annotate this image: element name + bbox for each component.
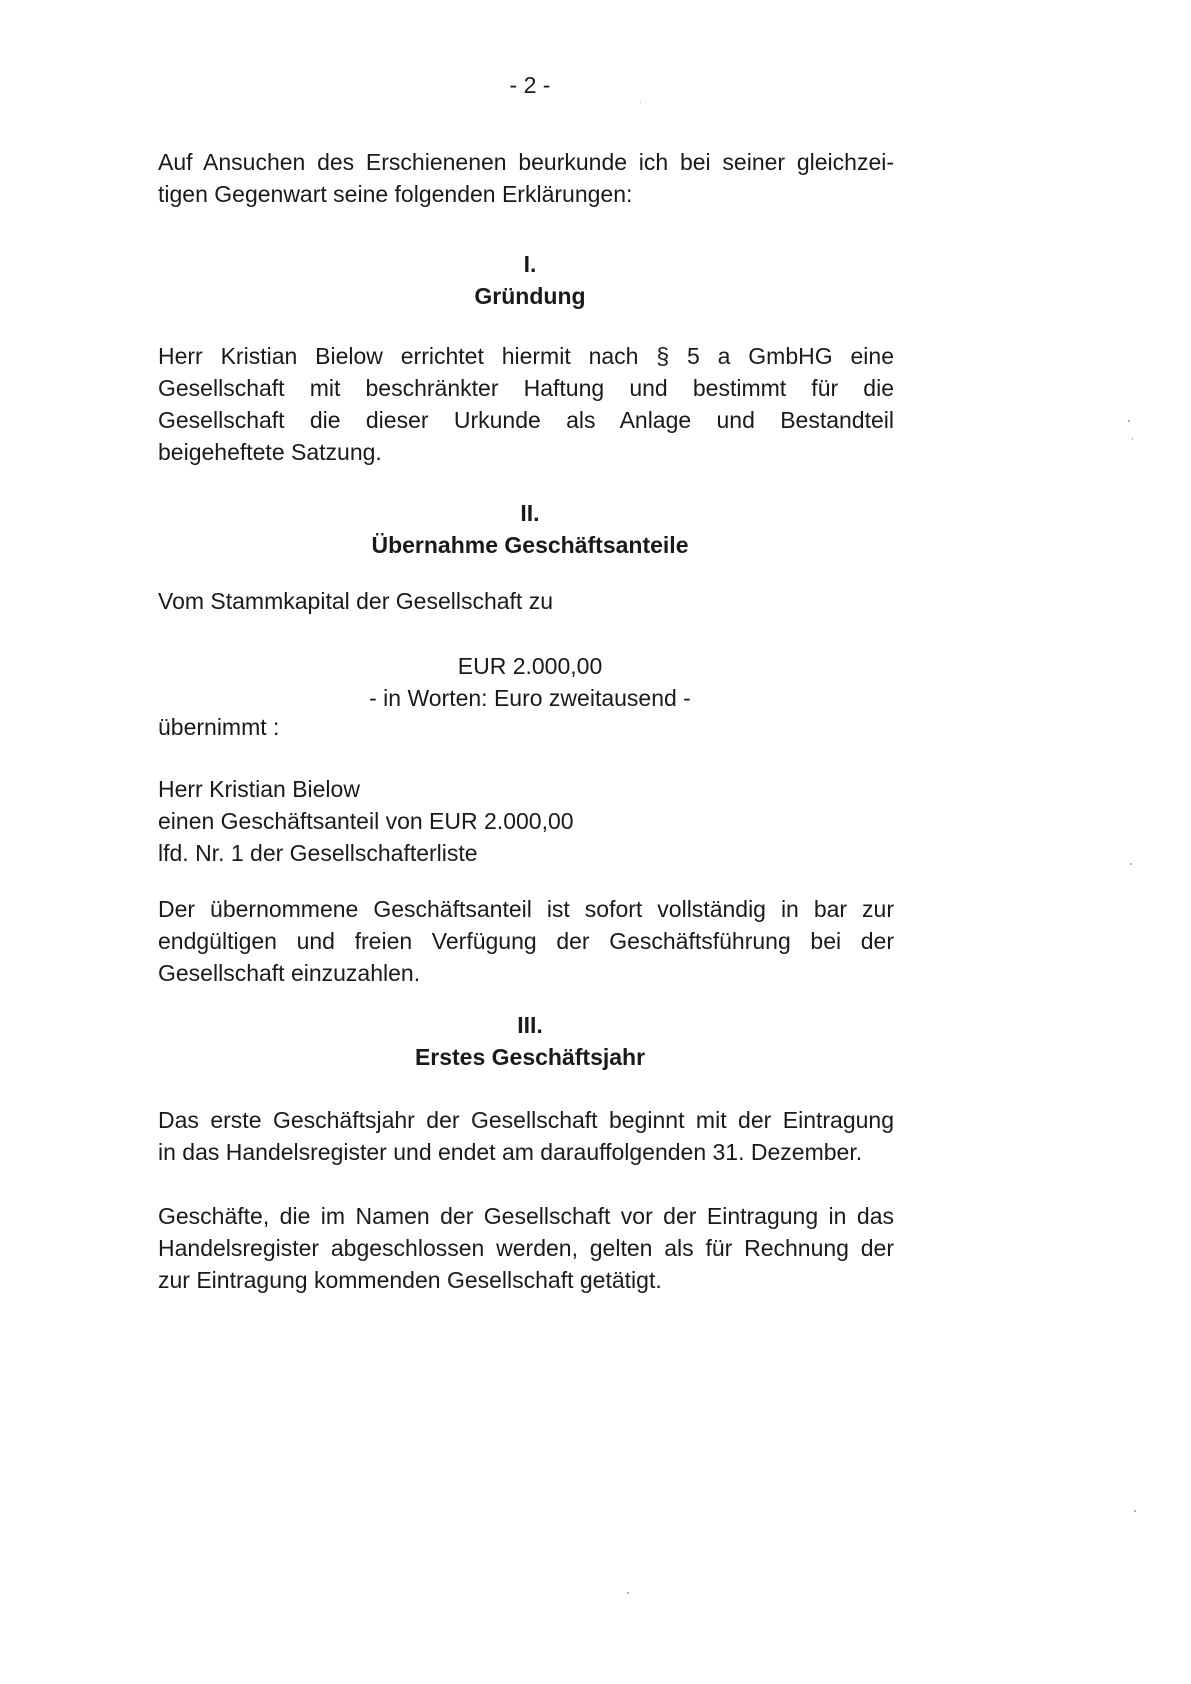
intro-paragraph — [158, 146, 894, 210]
section-title: Übernahme Geschäftsanteile — [371, 532, 689, 558]
scan-speck — [640, 102, 641, 103]
shareholder-share: einen Geschäftsanteil von EUR 2.000,00 — [158, 808, 574, 834]
paragraph-line: Der übernommene Geschäftsanteil ist sofort vollständig in bar zur — [158, 896, 894, 922]
shareholder-name: Herr Kristian Bielow — [158, 776, 360, 802]
pre-registration-paragraph — [158, 1200, 894, 1296]
paragraph-line: Herr Kristian Bielow errichtet hiermit nach § 5 a GmbHG eine — [158, 343, 894, 369]
takes-over-label: übernimmt : — [158, 714, 280, 740]
paragraph-line: zur Eintragung kommenden Gesellschaft getätigt. — [158, 1267, 662, 1293]
paragraph-line: in das Handelsregister und endet am darauffolgenden 31. Dezember. — [158, 1139, 863, 1165]
section-number: III. — [517, 1012, 543, 1038]
section-title: Gründung — [474, 283, 586, 309]
capital-amount-words: - in Worten: Euro zweitausend - — [369, 685, 691, 711]
section-heading-3 — [0, 1009, 1060, 1073]
section-heading-1 — [0, 248, 1060, 312]
paragraph-line: Das erste Geschäftsjahr der Gesellschaft beginnt mit der Eintragung — [158, 1107, 894, 1133]
scan-speck — [627, 1592, 629, 1594]
section-heading-2 — [0, 497, 1060, 561]
scan-speck — [1128, 420, 1130, 422]
section-number: II. — [520, 500, 540, 526]
paragraph-line: Gesellschaft mit beschränkter Haftung und bestimmt für die — [158, 375, 894, 401]
paragraph-line: Geschäfte, die im Namen der Gesellschaft vor der Eintragung in das — [158, 1203, 894, 1229]
paragraph-line: endgültigen und freien Verfügung der Geschäftsführung bei der — [158, 928, 894, 954]
paragraph-line: beigeheftete Satzung. — [158, 439, 382, 465]
paragraph-line: Handelsregister abgeschlossen werden, gelten als für Rechnung der — [158, 1235, 894, 1261]
scan-speck — [1130, 863, 1132, 865]
intro-line: Auf Ansuchen des Erschienenen beurkunde ich bei seiner gleichzei- — [158, 149, 894, 175]
paragraph-line: Gesellschaft die dieser Urkunde als Anlage und Bestandteil — [158, 407, 894, 433]
scan-speck — [1132, 438, 1133, 440]
intro-line: tigen Gegenwart seine folgenden Erklärungen: — [158, 181, 633, 207]
founding-paragraph — [158, 340, 894, 468]
capital-amount: EUR 2.000,00 — [457, 653, 603, 679]
section-number: I. — [523, 251, 537, 277]
paragraph-line: Gesellschaft einzuzahlen. — [158, 960, 421, 986]
capital-intro: Vom Stammkapital der Gesellschaft zu — [158, 588, 553, 614]
shareholder-list-number: lfd. Nr. 1 der Gesellschafterliste — [158, 840, 478, 866]
payment-paragraph — [158, 893, 894, 989]
scan-speck — [1134, 1510, 1136, 1512]
section-title: Erstes Geschäftsjahr — [414, 1044, 646, 1070]
page-number: - 2 - — [509, 72, 551, 98]
fiscal-year-paragraph — [158, 1104, 894, 1168]
shareholder-block — [158, 773, 894, 869]
